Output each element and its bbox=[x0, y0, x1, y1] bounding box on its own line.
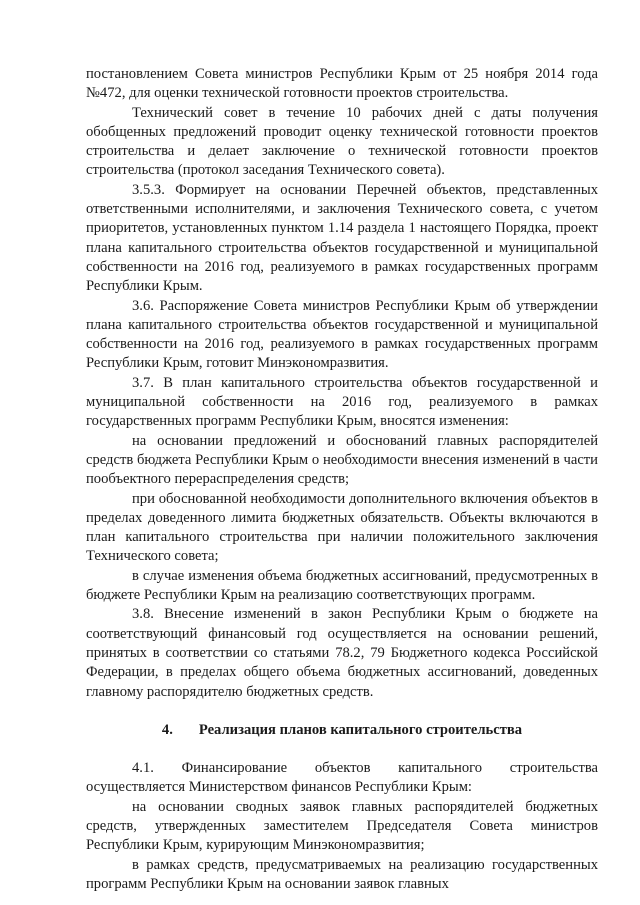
paragraph: на основании предложений и обоснований главных распорядителей средств бюджета Республики Крым о необходимости внесения изменений в части пообъектного перераспределения средств; bbox=[86, 432, 598, 488]
paragraph: Технический совет в течение 10 рабочих дней с даты получения обобщенных предложений проводит оценку технической готовности проектов строительства и делает заключение о технической готовности проектов строительства (протокол заседания Технического совета). bbox=[86, 104, 598, 179]
section-number: 4. bbox=[161, 721, 173, 738]
section-title: Реализация планов капитального строительства bbox=[198, 721, 523, 738]
paragraph: при обоснованной необходимости дополнительного включения объектов в пределах доведенного лимита бюджетных обязательств. Объекты включаются в план капитального строительства при наличии положительного заключения Технического совета; bbox=[86, 490, 598, 565]
paragraph: 3.8. Внесение изменений в закон Республики Крым о бюджете на соответствующий финансовый год осуществляется на основании решений, принятых в соответствии со статьями 78.2, 79 Бюджетного кодекса Российской Федерации, в пределах общего объема бюджетных ассигнований, доведенных главному распорядителю бюджетных средств. bbox=[86, 606, 598, 700]
paragraph: в рамках средств, предусматриваемых на реализацию государственных программ Республики Крым на основании заявок главных bbox=[86, 856, 598, 892]
document-body bbox=[86, 65, 598, 894]
paragraph: 3.7. В план капитального строительства объектов государственной и муниципальной собственности на 2016 год, реализуемого в рамках государственных программ Республики Крым, вносятся изменения: bbox=[86, 374, 598, 430]
section-heading bbox=[86, 721, 598, 740]
paragraph: постановлением Совета министров Республики Крым от 25 ноября 2014 года №472, для оценки технической готовности проектов строительства. bbox=[86, 66, 598, 102]
paragraph: в случае изменения объема бюджетных ассигнований, предусмотренных в бюджете Республики Крым на реализацию соответствующих программ. bbox=[86, 567, 598, 604]
paragraph: на основании сводных заявок главных распорядителей бюджетных средств, утвержденных заместителем Председателя Совета министров Республики Крым, курирующим Минэкономразвития; bbox=[86, 798, 598, 854]
paragraph: 3.6. Распоряжение Совета министров Республики Крым об утверждении плана капитального строительства объектов государственной и муниципальной собственности на 2016 год, реализуемого в рамках государственных программ Республики Крым, готовит Минэкономразвития. bbox=[86, 297, 598, 372]
paragraph: 3.5.3. Формирует на основании Перечней объектов, представленных ответственными исполнителями, и заключения Технического совета, с учетом приоритетов, установленных пунктом 1.14 раздела 1 настоящего Порядка, проект плана капитального строительства объектов государственной и муниципальной собственности на 2016 год, реализуемого в рамках государственных программ Республики Крым. bbox=[86, 181, 598, 295]
paragraphs-after-section bbox=[86, 759, 598, 894]
paragraphs-before-section bbox=[86, 65, 598, 702]
paragraph: 4.1. Финансирование объектов капитального строительства осуществляется Министерством финансов Республики Крым: bbox=[86, 760, 598, 796]
